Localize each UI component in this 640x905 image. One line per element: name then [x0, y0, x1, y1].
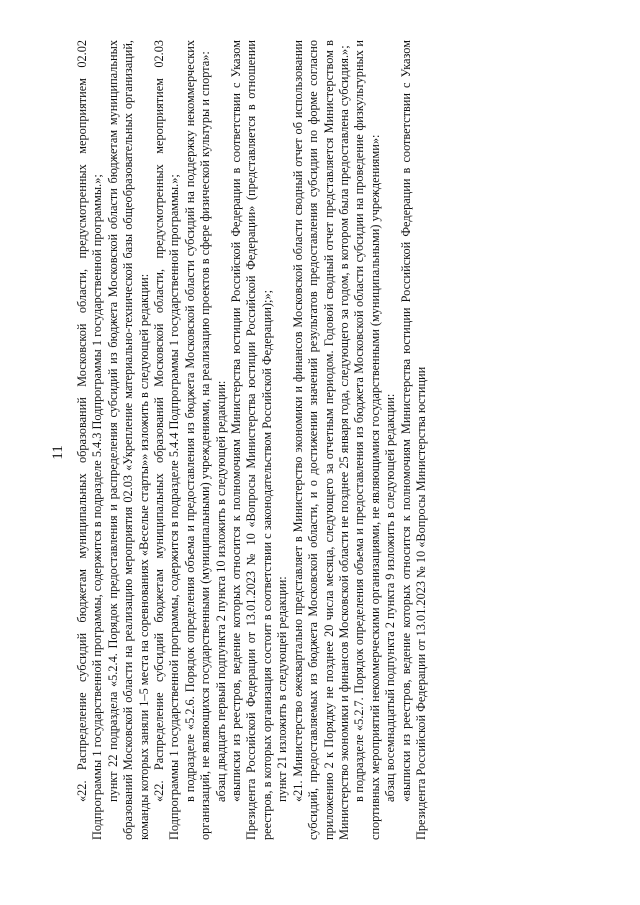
paragraph: пункт 21 изложить в следующей редакции: — [275, 576, 290, 802]
document-body — [75, 40, 429, 840]
paragraph: «22. Распределение субсидий бюджетам муниципальных образований Московской области, предусмотренных мероприятием 02.02 Подпрограммы 1 государственной программы, содержится в подразделе 5.4.3 Подпрограммы 1 государственной программы.»; — [75, 40, 105, 840]
paragraph: «выписки из реестров, ведение которых относится к полномочиям Министерства юстиции Российской Федерации в соответствии с Указом Президента Российской Федерации от 13.01.2023 № 10 «Вопросы Министерства юстиции Российской Федерации» (представляется в отношении реестров, в которых организация состоит в соответствии с законодательством Российской Федерации);»; — [229, 40, 274, 840]
paragraph: в подразделе «5.2.7. Порядок определения объема и предоставления из бюджета Московской области субсидии на проведение физкультурных и спортивных мероприятий некоммерческими организациями, не являющимися государственными (муниципальными) учреждениями»: — [352, 40, 382, 840]
paragraph: абзац восемнадцатый подпункта 2 пункта 9 изложить в следующей редакции: — [383, 393, 398, 802]
page-number: 11 — [50, 445, 66, 460]
paragraph: «21. Министерство ежеквартально представляет в Министерство экономики и финансов Московской области сводный отчет об использовании субсидий, предоставляемых из бюджета Московской области, и о достижении значений результатов предоставления субсидии по форме согласно приложению 2 к Порядку не позднее 20 числа месяца, следующего за отчетным периодом. Годовой сводный отчет представляется Министерством в Министерство экономики и финансов Московской области не позднее 25 января года, следующего за годом, в котором была предоставлена субсидия.»; — [290, 40, 351, 840]
paragraph: абзац двадцать первый подпункта 2 пункта 10 изложить в следующей редакции: — [213, 380, 228, 802]
paragraph: в подразделе «5.2.6. Порядок определения объема и предоставления из бюджета Московской области субсидий на поддержку некоммерческих организаций, не являющихся государственными (муниципальными) учреждениями, на реализацию проектов в сфере физической культуры и спорта»: — [182, 40, 213, 840]
paragraph: пункт 22 подраздела «5.2.4. Порядок предоставления и распределения субсидий из бюджета Московской области бюджетам муниципальных образований Московской области на реализацию мероприятия 02.03 «Укрепление материально-технической базы общеобразовательных организаций, команды которых заняли 1–5 места на соревнованиях «Веселые старты»» изложить в следующей редакции: — [105, 40, 151, 840]
paragraph: «выписки из реестров, ведение которых относится к полномочиям Министерства юстиции Российской Федерации в соответствии с Указом Президента Российской Федерации от 13.01.2023 № 10 «Вопросы Министерства юстиции — [398, 40, 428, 840]
paragraph: «22. Распределение субсидий бюджетам муниципальных образований Московской области, предусмотренных мероприятием 02.03 Подпрограммы 1 государственной программы, содержится в подразделе 5.4.4 Подпрограммы 1 государственной программы.»; — [152, 40, 182, 840]
